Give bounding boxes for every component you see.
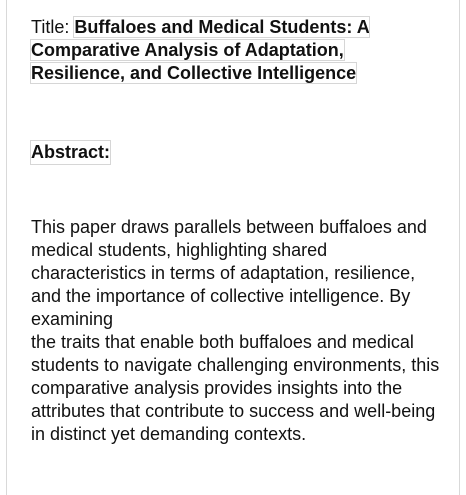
- paper-title[interactable]: Buffaloes and Medical Students: A Comparative Analysis of Adaptation, Resilience, and Collective Intelligence: [31, 17, 370, 83]
- title-line: [31, 16, 441, 85]
- page-right-border: [459, 0, 460, 495]
- document-content: [31, 16, 441, 446]
- abstract-heading[interactable]: Abstract:: [31, 142, 111, 162]
- title-label: Title:: [31, 17, 75, 37]
- abstract-body: This paper draws parallels between buffaloes and medical students, highlighting shared characteristics in terms of adaptation, resilience, and the importance of collective intelligence. By examining the traits that enable both buffaloes and medical students to navigate challenging environments, this comparative analysis provides insights into the attributes that contribute to success and well-being in distinct yet demanding contexts.: [31, 217, 440, 444]
- page-left-border: [6, 0, 7, 495]
